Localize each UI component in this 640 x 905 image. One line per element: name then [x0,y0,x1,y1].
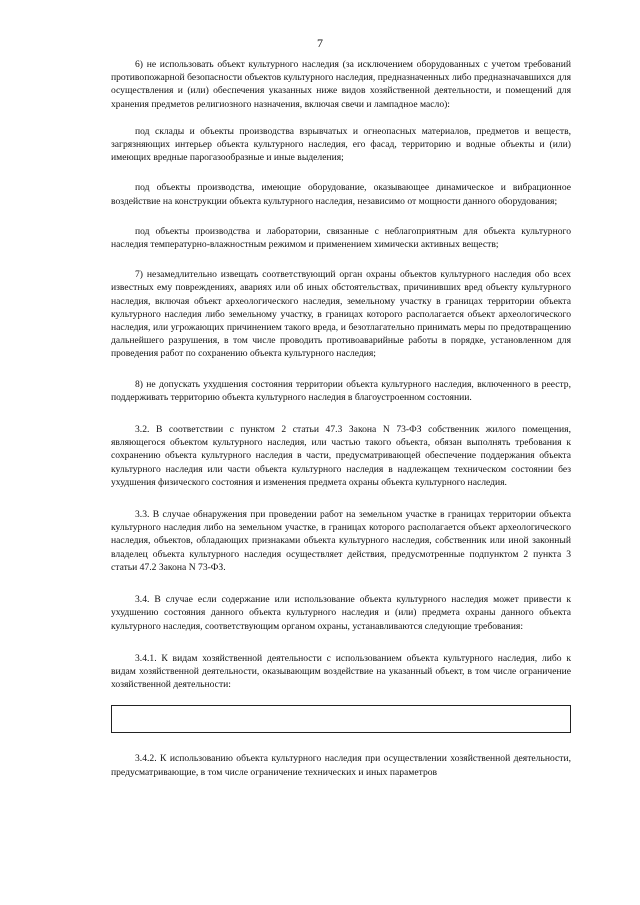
paragraph-3-3: 3.3. В случае обнаружения при проведении работ на земельном участке в границах территории объекта культурного наследия либо на земельном участке, в границах которого располагается объект археологического наследия, объектов, обладающих признаками объекта культурного наследия, собственник или иной законный владелец объекта культурного наследия осуществляет действия, предусмотренные подпунктом 2 пункта 3 статьи 47.2 Закона N 73-ФЗ. [111,509,571,573]
paragraph-3-4-2: 3.4.2. К использованию объекта культурного наследия при осуществлении хозяйственной деятельности, предусматривающие, в том числе ограничение технических и иных параметров [111,753,571,778]
paragraph-3-2: 3.2. В соответствии с пунктом 2 статьи 47.3 Закона N 73-ФЗ собственник жилого помещения, являющегося объектом культурного наследия, или частью такого объекта, обязан выполнять требования к сохранению объекта культурного наследия в части, предусматривающей обеспечение поддержания объекта культурного наследия или части объекта культурного наследия в надлежащем техническом состоянии без ухудшения физического состояния и изменения предмета охраны объекта культурного наследия. [111,424,571,488]
page-number: 7 [317,36,323,50]
paragraph-3-4: 3.4. В случае если содержание или использование объекта культурного наследия может привести к ухудшению состояния данного объекта культурного наследия и (или) предмета охраны данного объекта культурного наследия, соответствующим органом охраны, устанавливаются следующие требования: [111,594,571,632]
document-body [111,58,571,779]
blank-table-box [111,705,571,733]
paragraph-3-4-1: 3.4.1. К видам хозяйственной деятельности с использованием объекта культурного наследия, либо к видам хозяйственной деятельности, оказывающим воздействие на указанный объект, в том числе ограничение хозяйственной деятельности: [111,652,571,691]
paragraph-item-8: 8) не допускать ухудшения состояния территории объекта культурного наследия, включенного в реестр, поддерживать территорию объекта культурного наследия в благоустроенном состоянии. [111,378,571,403]
paragraph-warehouses: под склады и объекты производства взрывчатых и огнеопасных материалов, предметов и веществ, загрязняющих интерьер объекта культурного наследия, его фасад, территорию и водные объекты и (или) имеющих вредные парогазообразные и иные выделения; [111,125,571,164]
paragraph-item-7: 7) незамедлительно извещать соответствующий орган охраны объектов культурного наследия обо всех известных ему повреждениях, авариях или об иных обстоятельствах, причинивших вред объекту культурного наследия, включая объект археологического наследия, земельному участку в границах территории объекта культурного наследия либо земельному участку, в границах которого располагается объект археологического наследия, или угрожающих причинением такого вреда, и безотлагательно принимать меры по предотвращению дальнейшего разрушения, в том числе проводить противоаварийные работы в порядке, установленном для проведения работ по сохранению объекта культурного наследия; [111,269,571,360]
paragraph-item-6: 6) не использовать объект культурного наследия (за исключением оборудованных с учетом требований противопожарной безопасности объектов культурного наследия, предназначенных либо предназначавшихся для осуществления и (или) обеспечения указанных ниже видов хозяйственной деятельности, и помещений для хранения предметов религиозного назначения, включая свечи и лампадное масло): [111,59,571,110]
paragraph-production-equipment: под объекты производства, имеющие оборудование, оказывающее динамическое и вибрационное воздействие на конструкции объекта культурного наследия, независимо от мощности данного оборудования; [111,182,571,207]
paragraph-laboratories: под объекты производства и лаборатории, связанные с неблагоприятным для объекта культурного наследия температурно-влажностным режимом и применением химически активных веществ; [111,225,571,251]
